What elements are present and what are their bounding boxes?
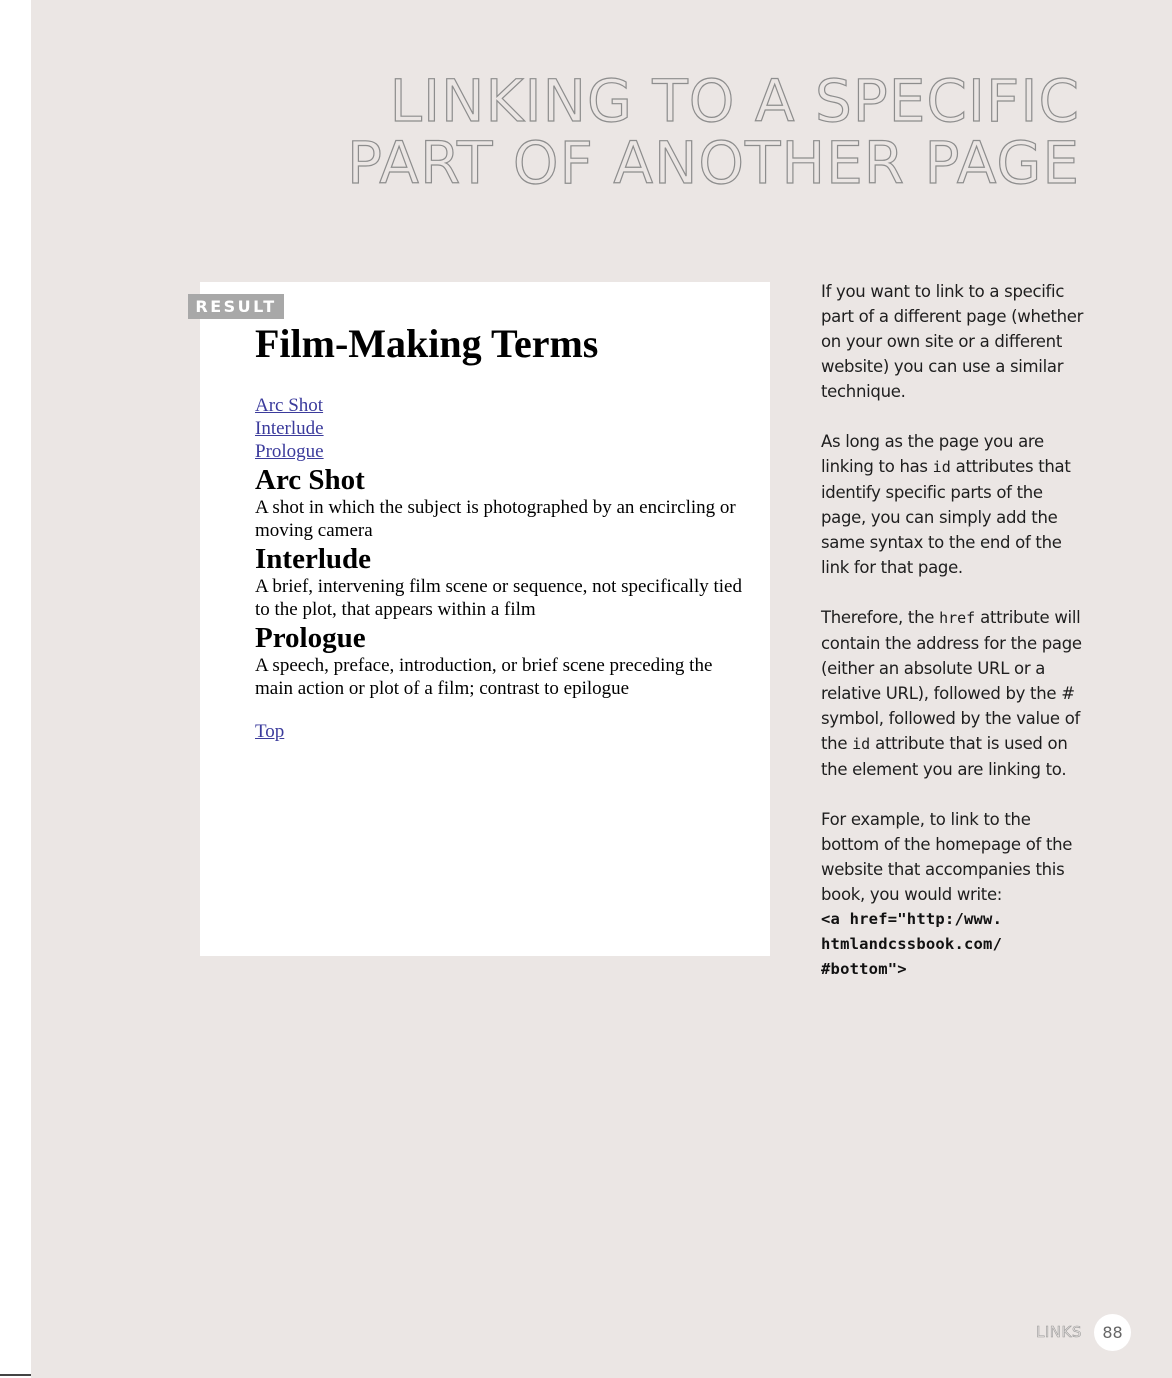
inline-code: id [852,735,871,753]
toc-link-prologue[interactable]: Prologue [255,441,324,462]
text-run: attributes that identify specific parts of the page, you can simply add the same syntax to the end of the link for that page. [821,457,1071,577]
page-edge-mark [0,1374,31,1376]
page-number-badge: 88 [1094,1314,1131,1351]
text-run: As long as the page you are linking to has [821,432,1044,476]
code-example [821,907,1086,982]
hash-symbol: # [1061,684,1075,703]
explanation-paragraph-3 [821,605,1086,782]
code-line: <a href="http:/www. [821,910,1003,928]
section-text-interlude: A brief, intervening film scene or sequence, not specifically tied to the plot, that appears within a film [255,576,742,620]
inline-code: href [939,609,976,627]
explanation-paragraph-4 [821,807,1086,982]
text-run: attribute will contain the address for the page (either an absolute URL or a relative URL), followed by the [821,608,1082,703]
sample-toc [255,394,755,463]
footer-section-label: LINKS [1036,1323,1082,1341]
toc-link-interlude[interactable]: Interlude [255,418,324,439]
section-heading-arc-shot: Arc Shot [255,464,365,496]
result-tag: RESULT [188,294,284,319]
code-line: htmlandcssbook.com/ [821,935,1003,953]
explanation-paragraph-2 [821,429,1086,580]
sample-title: Film-Making Terms [255,321,599,366]
text-run: symbol, followed by the value of the [821,709,1081,753]
section-text-prologue: A speech, preface, introduction, or brief scene preceding the main action or plot of a film; contrast to epilogue [255,655,713,699]
explanation-paragraph-1: If you want to link to a specific part of a different page (whether on your own site or a different website) you can use a similar technique. [821,282,1084,401]
text-run: For example, to link to the bottom of the homepage of the website that accompanies this book, you would write: [821,810,1073,904]
section-heading-prologue: Prologue [255,622,366,654]
inline-code: id [932,458,951,476]
text-run: attribute that is used on the element you are linking to. [821,734,1068,779]
section-heading-interlude: Interlude [255,543,371,575]
code-line: #bottom"> [821,960,907,978]
section-text-arc-shot: A shot in which the subject is photographed by an encircling or moving camera [255,497,736,541]
sample-page [255,320,755,743]
toc-link-arc-shot[interactable]: Arc Shot [255,395,324,416]
explanation-text [821,279,1086,982]
heading-line-1: LINKING TO A SPECIFIC [389,67,1080,135]
heading-line-2: PART OF ANOTHER PAGE [347,129,1080,197]
top-link[interactable]: Top [255,721,285,742]
page-heading [180,67,1080,197]
text-run: Therefore, the [821,608,940,627]
